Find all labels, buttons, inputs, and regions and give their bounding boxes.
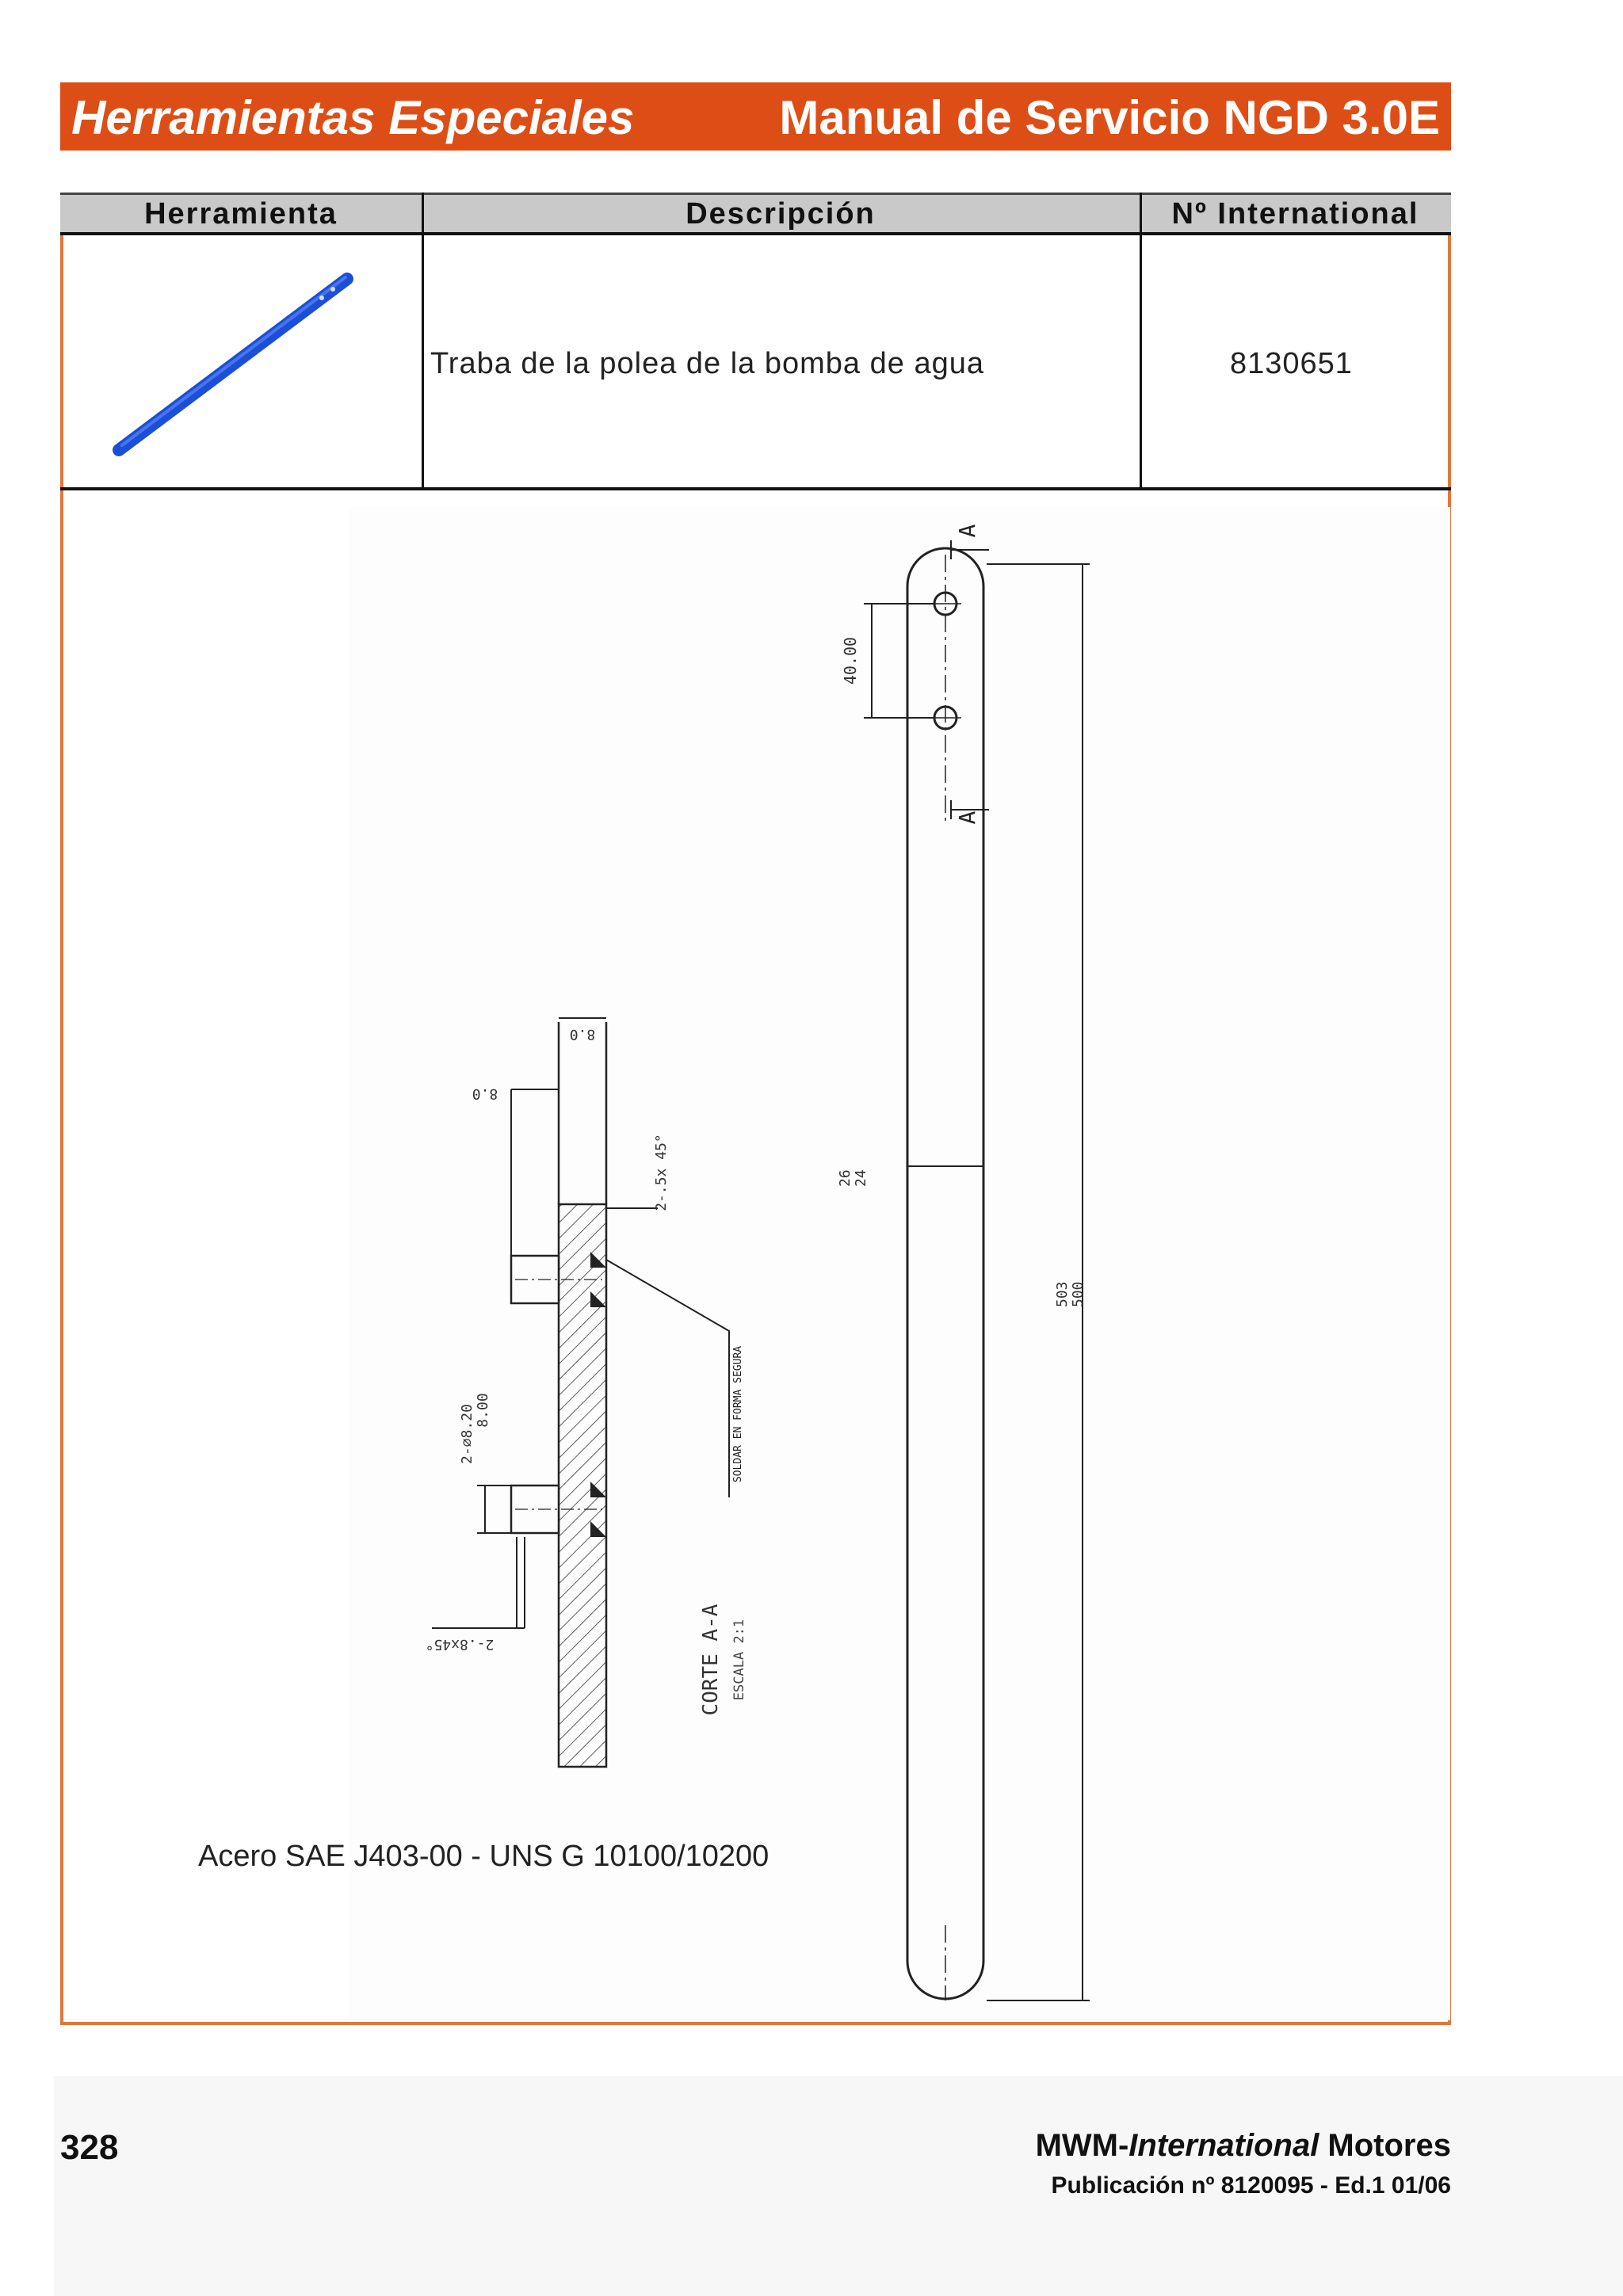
dim-chamfer-top: 2-.5x 45° <box>653 1134 670 1211</box>
section-title: CORTE A-A <box>699 1604 723 1716</box>
section-label-a-bottom: A <box>954 810 980 825</box>
dim-hole-spacing: 40.00 <box>841 636 860 685</box>
column-header-tool: Herramienta <box>144 197 338 231</box>
tool-description: Traba de la polea de la bomba de agua <box>430 347 984 380</box>
brand-name: MWM-International Motores <box>1035 2128 1451 2163</box>
dim-length-top: 503 <box>1054 1281 1071 1307</box>
left-margin <box>0 0 54 2296</box>
column-divider <box>1140 193 1142 490</box>
column-header-description: Descripción <box>685 197 876 231</box>
dim-pin-diameter-a: 2-⌀8.20 <box>459 1404 475 1464</box>
dim-pin-length: 8.0 <box>472 1085 498 1102</box>
tool-bar-shape <box>119 279 347 450</box>
section-scale: ESCALA 2:1 <box>731 1619 747 1701</box>
column-header-part-number: Nº International <box>1171 197 1419 231</box>
section-label-a-top: A <box>954 524 980 538</box>
dim-pin-diameter-b: 8.00 <box>475 1393 491 1428</box>
weld-note: SOLDAR EN FORMA SEGURA <box>732 1345 744 1483</box>
part-number: 8130651 <box>1230 347 1353 380</box>
header-bar <box>60 82 1451 151</box>
dim-length-bottom: 500 <box>1070 1281 1086 1307</box>
technical-drawing <box>349 507 1450 2020</box>
dim-width-bottom: 24 <box>853 1169 869 1187</box>
section-title: Herramientas Especiales <box>71 91 635 144</box>
publication-info: Publicación nº 8120095 - Ed.1 01/06 <box>1051 2172 1451 2199</box>
column-divider <box>422 193 424 490</box>
dim-width-top: 26 <box>837 1169 854 1187</box>
manual-title: Manual de Servicio NGD 3.0E <box>779 91 1440 144</box>
dim-thickness: 8.0 <box>569 1026 596 1043</box>
table-header <box>60 193 1451 235</box>
tool-image <box>95 261 365 475</box>
material-spec: Acero SAE J403-00 - UNS G 10100/10200 <box>198 1840 769 1873</box>
page-number: 328 <box>60 2128 119 2167</box>
dim-chamfer-bottom: 2-.8x45° <box>425 1636 495 1653</box>
row-divider <box>60 487 1451 490</box>
